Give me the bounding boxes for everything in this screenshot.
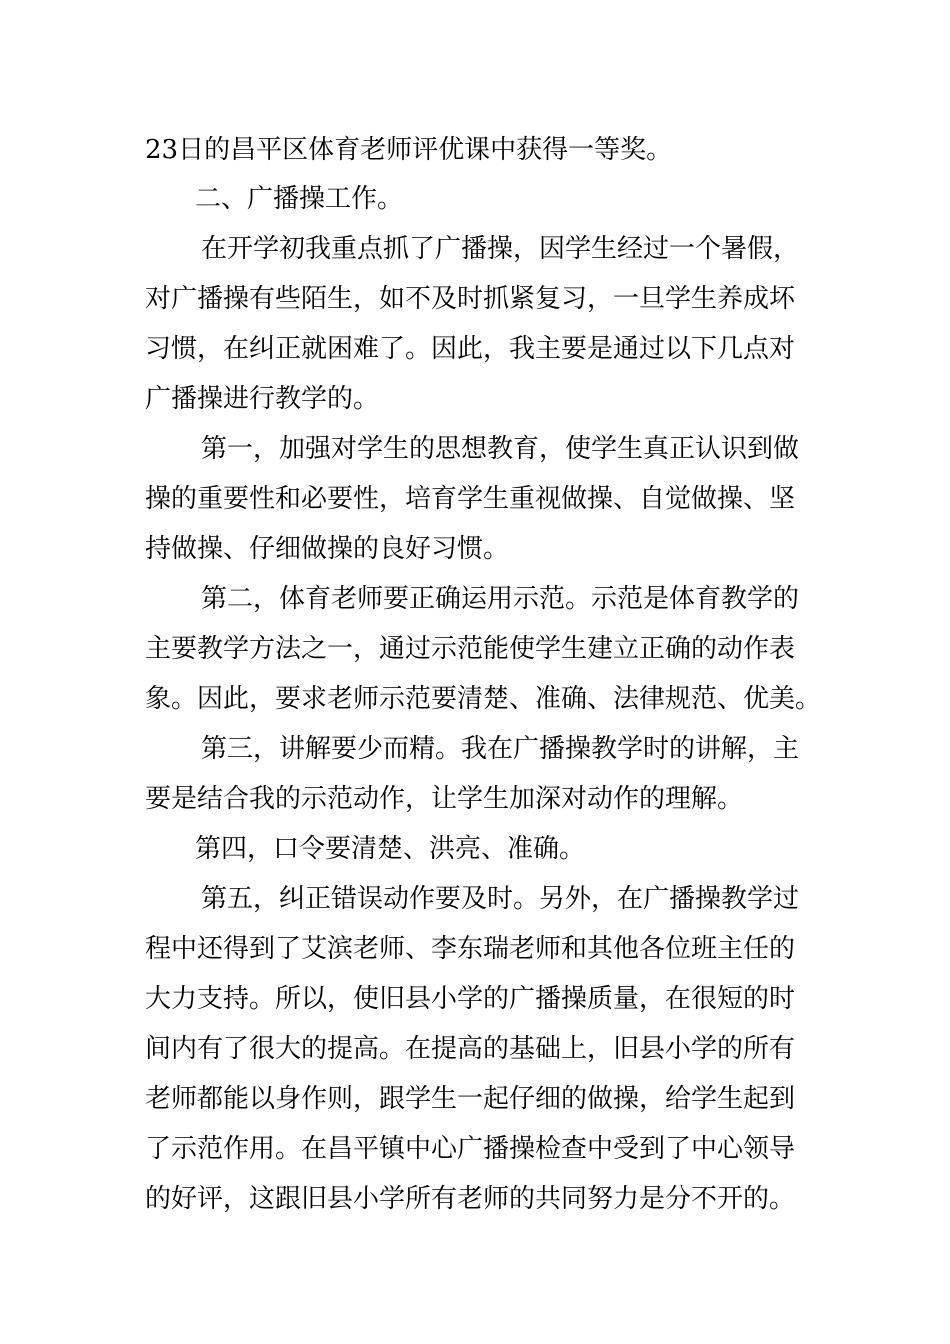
text-line-16: 第五，纠正错误动作要及时。另外，在广播操教学过 [201, 884, 800, 914]
text-line-19: 间内有了很大的提高。在提高的基础上，旧县小学的所有 [145, 1034, 796, 1064]
text-line-9: 持做操、仔细做操的良好习惯。 [145, 534, 510, 564]
text-line-14: 要是结合我的示范动作，让学生加深对动作的理解。 [145, 784, 744, 814]
text-line-17: 程中还得到了艾滨老师、李东瑞老师和其他各位班主任的 [145, 934, 796, 964]
text-line-22: 的好评，这跟旧县小学所有老师的共同努力是分不开的。 [145, 1184, 796, 1214]
text-line-18: 大力支持。所以，使旧县小学的广播操质量，在很短的时 [145, 984, 796, 1014]
text-line-5: 习惯，在纠正就困难了。因此，我主要是通过以下几点对 [145, 334, 796, 364]
text-line-20: 老师都能以身作则，跟学生一起仔细的做操，给学生起到 [145, 1084, 796, 1114]
text-line-4: 对广播操有些陌生，如不及时抓紧复习，一旦学生养成坏 [145, 284, 796, 314]
text-line-11: 主要教学方法之一，通过示范能使学生建立正确的动作表 [145, 634, 796, 664]
text-line-12: 象。因此，要求老师示范要清楚、准确、法律规范、优美。 [145, 684, 822, 714]
text-line-21: 了示范作用。在昌平镇中心广播操检查中受到了中心领导 [145, 1134, 796, 1164]
text-line-13: 第三，讲解要少而精。我在广播操教学时的讲解，主 [201, 734, 800, 764]
section-heading-broadcast-exercise: 二、广播操工作。 [195, 184, 404, 214]
text-line-1: 23日的昌平区体育老师评优课中获得一等奖。 [145, 135, 673, 165]
text-line-15: 第四，口令要清楚、洪亮、准确。 [195, 834, 586, 864]
text-line-3: 在开学初我重点抓了广播操，因学生经过一个暑假， [201, 234, 800, 264]
text-line-8: 操的重要性和必要性，培育学生重视做操、自觉做操、坚 [145, 484, 796, 514]
text-line-7: 第一，加强对学生的思想教育，使学生真正认识到做 [201, 434, 800, 464]
text-line-6: 广播操进行教学的。 [145, 384, 380, 414]
text-line-10: 第二，体育老师要正确运用示范。示范是体育教学的 [201, 584, 800, 614]
